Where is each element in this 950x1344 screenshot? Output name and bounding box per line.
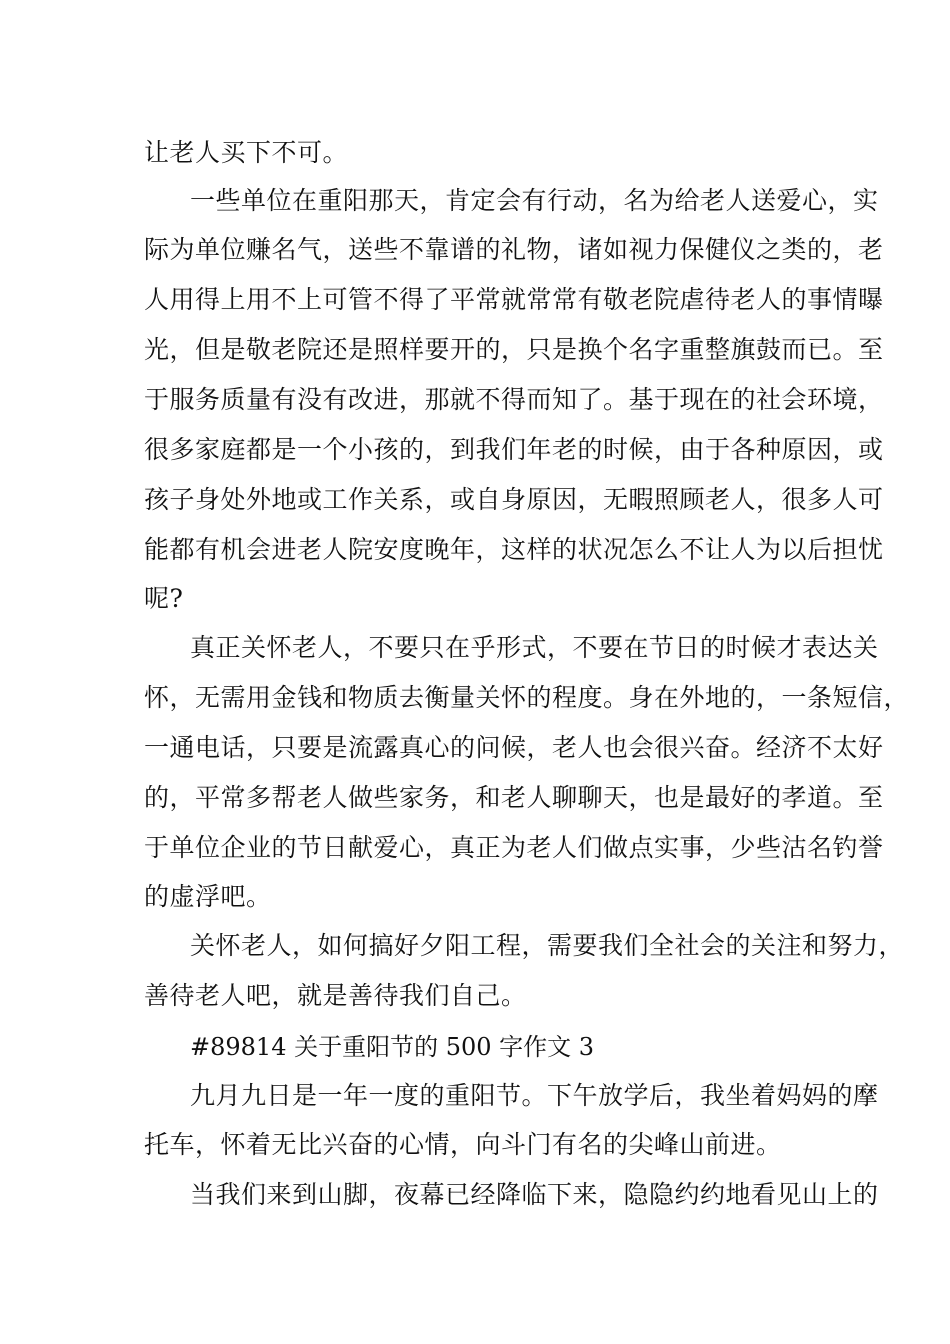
text-line: 很多家庭都是一个小孩的，到我们年老的时候，由于各种原因，或 (144, 435, 884, 464)
text-line: 于服务质量有没有改进，那就不得而知了。基于现在的社会环境， (144, 385, 884, 414)
text-line: 光，但是敬老院还是照样要开的，只是换个名字重整旗鼓而已。至 (144, 335, 884, 364)
text-line: 孩子身处外地或工作关系，或自身原因，无暇照顾老人，很多人可 (144, 485, 884, 514)
section-heading: #89814 关于重阳节的 500 字作文 3 (190, 1033, 595, 1061)
text-line: 呢? (144, 584, 184, 613)
text-line: 一通电话，只要是流露真心的问候，老人也会很兴奋。经济不太好 (144, 733, 884, 762)
text-line: 人用得上用不上可管不得了平常就常常有敬老院虐待老人的事情曝 (144, 285, 884, 314)
text-line: 怀，无需用金钱和物质去衡量关怀的程度。身在外地的，一条短信， (144, 683, 910, 712)
text-line: 九月九日是一年一度的重阳节。下午放学后，我坐着妈妈的摩 (190, 1081, 879, 1110)
text-line: 际为单位赚名气，送些不靠谱的礼物，诸如视力保健仪之类的，老 (144, 235, 884, 264)
text-line: 善待老人吧，就是善待我们自己。 (144, 981, 527, 1010)
text-line: 让老人买下不可。 (144, 138, 349, 167)
text-line: 的，平常多帮老人做些家务，和老人聊聊天，也是最好的孝道。至 (144, 783, 884, 812)
text-line: 托车，怀着无比兴奋的心情，向斗门有名的尖峰山前进。 (144, 1130, 782, 1159)
text-line: 的虚浮吧。 (144, 882, 272, 911)
text-line: 真正关怀老人，不要只在乎形式，不要在节日的时候才表达关 (190, 633, 879, 662)
text-line: 当我们来到山脚，夜幕已经降临下来，隐隐约约地看见山上的 (190, 1180, 879, 1209)
text-line: 一些单位在重阳那天，肯定会有行动，名为给老人送爱心，实 (190, 186, 879, 215)
text-line: 关怀老人，如何搞好夕阳工程，需要我们全社会的关注和努力， (190, 931, 905, 960)
text-line: 能都有机会进老人院安度晚年，这样的状况怎么不让人为以后担忧 (144, 535, 884, 564)
text-line: 于单位企业的节日献爱心，真正为老人们做点实事，少些沽名钓誉 (144, 833, 884, 862)
